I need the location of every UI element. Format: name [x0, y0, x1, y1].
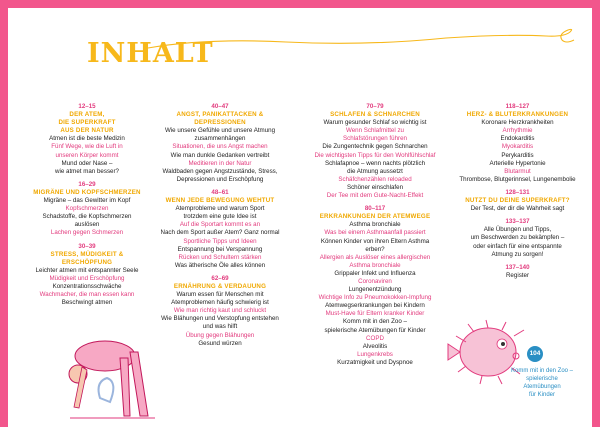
- badge-note-line: spielerische Atemübungen: [523, 376, 561, 390]
- toc-section-heading: SCHLAFEN & SCHNARCHEN: [330, 111, 420, 119]
- toc-entry: Rücken und Schultern stärken: [178, 253, 262, 261]
- toc-section-heading: STRESS, MÜDIGKEIT &: [50, 250, 124, 258]
- toc-section: [455, 218, 580, 258]
- toc-section: [455, 264, 580, 280]
- toc-section-heading: MIGRÄNE UND KOPFSCHMERZEN: [33, 188, 141, 196]
- toc-section: [300, 103, 450, 200]
- toc-entry: Alle Übungen und Tipps,: [483, 226, 552, 234]
- toc-entry: Wie unsere Gefühle und unsere Atmung: [164, 127, 276, 135]
- toc-section: [455, 103, 580, 184]
- toc-section-heading: NUTZT DU DEINE SUPERKRAFT?: [465, 197, 570, 205]
- toc-entry: Auf die Sportart kommt es an: [179, 221, 261, 229]
- toc-entry: Endokarditis: [500, 135, 535, 143]
- toc-page-range: 70–79: [366, 103, 384, 110]
- toc-page-range: 62–69: [211, 274, 229, 282]
- toc-entry: Atemproblemen häufig schwierig ist: [171, 299, 269, 307]
- toc-entry: Kurzatmigkeit und Dyspnoe: [337, 358, 413, 366]
- toc-entry: Mund oder Nase –: [61, 159, 113, 167]
- toc-entry: Nach dem Sport außer Atem? Ganz normal: [160, 229, 280, 237]
- toc-entry: Wie Blähungen und Verstopfung entstehen: [161, 315, 279, 323]
- toc-entry: Beschwingt atmen: [61, 299, 113, 307]
- toc-entry: Waldbaden gegen Angstzustände, Stress,: [162, 167, 278, 175]
- toc-entry: um Beschwerden zu bekämpfen –: [470, 234, 565, 242]
- toc-column-4: [455, 103, 580, 285]
- toc-entry: Konzentrationsschwäche: [52, 282, 122, 290]
- page-badge: 104: [527, 346, 543, 362]
- toc-section-heading: HERZ- & BLUTERKRANKUNGEN: [466, 111, 569, 119]
- toc-entry: Must-Have für Eltern kranker Kinder: [325, 310, 425, 318]
- toc-entry: Sportliche Tipps und Ideen: [183, 237, 257, 245]
- toc-entry: Was bei einem Asthmaanfall passiert: [324, 229, 426, 237]
- toc-entry: Warum gesunder Schlaf so wichtig ist: [323, 119, 427, 127]
- toc-entry: Die Zungentechnik gegen Schnarchen: [322, 143, 428, 151]
- toc-entry: Arrhythmie: [502, 127, 533, 135]
- toc-entry: Register: [505, 271, 530, 279]
- toc-section-heading: ERNÄHRUNG & VERDAUUNG: [173, 282, 267, 290]
- toc-section: [32, 181, 142, 238]
- toc-entry: Wie man dunkle Gedanken vertreibt: [170, 151, 270, 159]
- toc-entry: Wachmacher, die man essen kann: [39, 291, 135, 299]
- toc-entry: auslösen: [74, 221, 100, 229]
- toc-entry: Wenn Schlafmittel zu: [345, 127, 404, 135]
- toc-entry: Komm mit in den Zoo –: [343, 318, 407, 326]
- toc-entry: Wichtige Info zu Pneumokokken-Impfung: [318, 294, 432, 302]
- toc-page-range: 128–131: [505, 188, 530, 196]
- toc-entry: Die wichtigsten Tipps für den Wohlfühlschlaf: [314, 151, 436, 159]
- toc-section-heading: DEPRESSIONEN: [194, 119, 246, 127]
- toc-page-range: 12–15: [78, 103, 96, 110]
- toc-entry: Übung gegen Blähungen: [185, 331, 255, 339]
- toc-entry: Fünf Wege, wie die Luft in: [51, 143, 123, 151]
- toc-entry: Wie man richtig kaut und schluckt: [173, 307, 267, 315]
- toc-section: [455, 189, 580, 213]
- toc-entry: Können Kinder von ihren Eltern Asthma: [320, 237, 430, 245]
- toc-section: [32, 243, 142, 308]
- toc-entry: Asthma bronchiale: [349, 221, 401, 229]
- toc-entry: und was hilft: [202, 323, 238, 331]
- toc-entry: unseren Körper kommt: [55, 151, 119, 159]
- toc-page-range: 133–137: [505, 218, 530, 226]
- toc-section-heading: ERKRANKUNGEN DER ATEMWEGE: [319, 213, 431, 221]
- toc-entry: die Atmung aussetzt: [347, 167, 403, 175]
- toc-entry: wie atmet man besser?: [55, 167, 119, 175]
- toc-page-range: 137–140: [505, 263, 530, 271]
- toc-entry: Asthma bronchiale: [349, 261, 401, 269]
- toc-entry: Kopfschmerzen: [65, 205, 109, 213]
- toc-entry: Depressionen und Erschöpfung: [176, 175, 264, 183]
- toc-entry: Müdigkeit und Erschöpfung: [49, 274, 125, 282]
- toc-entry: Der Test, der dir die Wahrheit sagt: [470, 205, 565, 213]
- toc-entry: Blutarmut: [504, 167, 531, 175]
- toc-entry: Gesund würzen: [198, 339, 242, 347]
- toc-section: [32, 103, 142, 176]
- toc-entry: Atmung zu sorgen!: [491, 250, 544, 258]
- toc-entry: Schlafstörungen führen: [343, 135, 407, 143]
- toc-column-2: [150, 103, 290, 353]
- toc-entry: Atemprobleme und warum Sport: [175, 205, 265, 213]
- toc-section: [150, 189, 290, 270]
- toc-entry: Coronaviren: [358, 277, 392, 285]
- toc-entry: erben?: [365, 245, 385, 253]
- toc-page-range: 30–39: [78, 242, 96, 250]
- toc-entry: Atemwegserkrankungen bei Kindern: [325, 302, 425, 310]
- toc-page-range: 118–127: [505, 103, 530, 110]
- toc-entry: Arterielle Hypertonie: [489, 159, 546, 167]
- badge-note: [508, 367, 576, 399]
- toc-entry: Lachen gegen Schmerzen: [50, 229, 124, 237]
- badge-note-line: für Kinder: [528, 392, 555, 398]
- toc-section-heading: WENN JEDE BEWEGUNG WEHTUT: [165, 197, 275, 205]
- toc-entry: Thrombose, Blutgerinnsel, Lungenembolie: [459, 175, 576, 183]
- toc-section: [150, 103, 290, 184]
- toc-entry: Lungenkrebs: [357, 350, 393, 358]
- toc-page-range: 16–29: [78, 180, 96, 188]
- toc-column-3: [300, 103, 450, 372]
- toc-section-heading: ERSCHÖPFUNG: [61, 258, 113, 266]
- toc-entry: Der Tee mit dem Gute-Nacht-Effekt: [326, 192, 424, 200]
- toc-entry: Koronare Herzkrankheiten: [481, 119, 554, 127]
- toc-entry: trotzdem eine gute Idee ist: [183, 213, 257, 221]
- toc-entry: COPD: [366, 334, 384, 342]
- toc-entry: zusammenhängen: [194, 135, 246, 143]
- toc-entry: Allergien als Auslöser eines allergischen: [319, 253, 431, 261]
- toc-page-range: 40–47: [211, 103, 229, 110]
- toc-entry: Schöner einschlafen: [346, 183, 404, 191]
- toc-entry: Migräne – das Gewitter im Kopf: [43, 197, 131, 205]
- toc-section-heading: DER ATEM,: [69, 111, 105, 119]
- toc-page-range: 80–117: [364, 205, 386, 213]
- decorative-flourish: [146, 28, 576, 54]
- toc-entry: Lungenentzündung: [348, 286, 402, 294]
- toc-entry: oder einfach für eine entspannte: [473, 242, 562, 250]
- toc-section-heading: AUS DER NATUR: [60, 127, 114, 135]
- toc-entry: spielerische Atemübungen für Kinder: [324, 326, 426, 334]
- toc-entry: Grippaler Infekt und Influenza: [334, 269, 416, 277]
- toc-entry: Atmen ist die beste Medizin: [49, 135, 125, 143]
- toc-entry: Entspannung bei Verspannung: [177, 245, 263, 253]
- toc-entry: Schlafapnoe – wenn nachts plötzlich: [324, 159, 426, 167]
- toc-section-heading: DIE SUPERKRAFT: [58, 119, 116, 127]
- toc-entry: Situationen, die uns Angst machen: [172, 143, 268, 151]
- badge-note-line: Komm mit in den Zoo –: [510, 368, 574, 374]
- toc-entry: Schäfchenzählen reloaded: [338, 175, 412, 183]
- toc-entry: Was ätherische Öle alles können: [174, 261, 266, 269]
- toc-entry: Alveolitis: [362, 342, 388, 350]
- page-title: INHALT: [87, 38, 214, 69]
- toc-entry: Schadstoffe, die Kopfschmerzen: [42, 213, 132, 221]
- toc-page-range: 48–61: [211, 188, 229, 196]
- toc-section: [150, 275, 290, 348]
- toc-entry: Meditieren in der Natur: [188, 159, 252, 167]
- toc-entry: Myokarditis: [501, 143, 534, 151]
- stretching-woman-illustration: [60, 312, 170, 422]
- toc-entry: Perykarditis: [501, 151, 534, 159]
- toc-section: [300, 205, 450, 367]
- toc-entry: Leichter atmen mit entspannter Seele: [35, 266, 139, 274]
- toc-entry: Warum essen für Menschen mit: [176, 291, 264, 299]
- toc-column-1: [32, 103, 142, 312]
- toc-section-heading: ANGST, PANIKATTACKEN &: [176, 111, 264, 119]
